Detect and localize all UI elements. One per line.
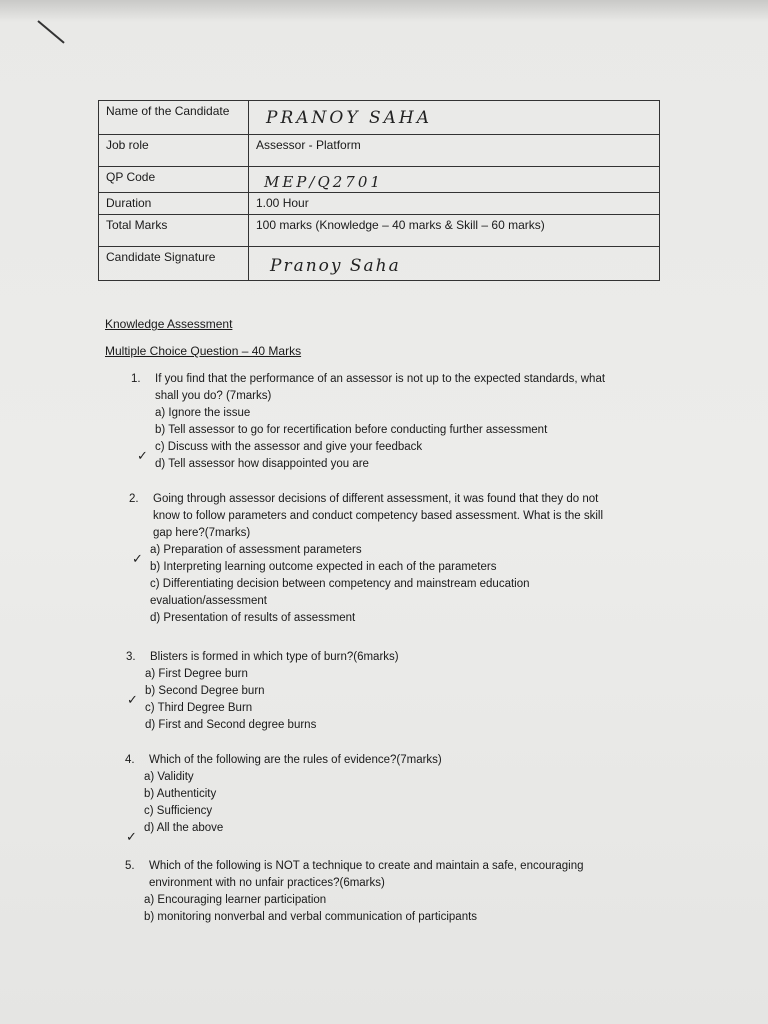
field-label: Job role <box>99 135 249 167</box>
table-row <box>99 101 660 135</box>
answer-option: b) Interpreting learning outcome expected in each of the parameters <box>150 561 497 573</box>
question-number: 3. <box>126 651 136 663</box>
field-label: Name of the Candidate <box>99 101 249 135</box>
field-label: Candidate Signature <box>99 247 249 281</box>
section-heading-mcq: Multiple Choice Question – 40 Marks <box>105 344 302 358</box>
table-row <box>99 247 660 281</box>
question-text: If you find that the performance of an assessor is not up to the expected standards, what <box>155 373 606 385</box>
answer-option: d) First and Second degree burns <box>145 719 317 731</box>
field-label: QP Code <box>99 167 249 193</box>
answer-option: a) First Degree burn <box>145 668 248 680</box>
pen-mark <box>37 20 64 43</box>
candidate-name-handwritten: PRANOY SAHA <box>249 101 660 135</box>
field-value: 100 marks (Knowledge – 40 marks & Skill – 60 marks) <box>249 215 660 247</box>
field-value: Assessor - Platform <box>249 135 660 167</box>
candidate-info-table <box>98 100 660 281</box>
answer-option: d) Tell assessor how disappointed you are <box>155 458 369 470</box>
question-text: Which of the following is NOT a technique to create and maintain a safe, encouraging <box>149 860 584 872</box>
answer-option: c) Discuss with the assessor and give your feedback <box>155 441 423 453</box>
answer-option: b) Authenticity <box>144 788 217 800</box>
section-heading-knowledge: Knowledge Assessment <box>105 317 233 331</box>
answer-option: b) monitoring nonverbal and verbal communication of participants <box>144 911 478 923</box>
question-text: gap here?(7marks) <box>153 527 251 539</box>
answer-option: d) Presentation of results of assessment <box>150 612 356 624</box>
answer-option: c) Sufficiency <box>144 805 213 817</box>
question-number: 1. <box>131 373 141 385</box>
question-5 <box>125 858 584 926</box>
question-text: environment with no unfair practices?(6marks) <box>149 877 385 889</box>
answer-option: d) All the above <box>144 822 224 834</box>
question-number: 5. <box>125 860 135 872</box>
question-number: 4. <box>125 754 135 766</box>
table-row <box>99 135 660 167</box>
answer-option: c) Third Degree Burn <box>145 702 253 714</box>
answer-option: b) Tell assessor to go for recertification before conducting further assessment <box>155 424 548 436</box>
table-row <box>99 167 660 193</box>
answer-option: evaluation/assessment <box>150 595 267 607</box>
answer-option: a) Preparation of assessment parameters <box>150 544 362 556</box>
answer-option: c) Differentiating decision between competency and mainstream education <box>150 578 530 590</box>
answer-option: a) Encouraging learner participation <box>144 894 327 906</box>
question-2 <box>129 491 603 627</box>
question-text: shall you do? (7marks) <box>155 390 272 402</box>
question-3 <box>126 649 399 734</box>
field-label: Total Marks <box>99 215 249 247</box>
question-text: Blisters is formed in which type of burn?(6marks) <box>150 651 399 663</box>
answer-option: a) Ignore the issue <box>155 407 251 419</box>
question-text: Going through assessor decisions of different assessment, it was found that they do not <box>153 493 599 505</box>
qp-code-handwritten: MEP/Q2701 <box>249 167 660 193</box>
scan-shadow <box>0 0 768 22</box>
field-value: 1.00 Hour <box>249 193 660 215</box>
table-row <box>99 215 660 247</box>
question-number: 2. <box>129 493 139 505</box>
question-4 <box>125 752 442 837</box>
question-text: know to follow parameters and conduct competency based assessment. What is the skill <box>153 510 603 522</box>
question-1 <box>131 371 606 473</box>
field-label: Duration <box>99 193 249 215</box>
table-row <box>99 193 660 215</box>
candidate-signature: Pranoy Saha <box>249 247 660 281</box>
answer-option: a) Validity <box>144 771 194 783</box>
question-text: Which of the following are the rules of evidence?(7marks) <box>149 754 442 766</box>
answer-option: b) Second Degree burn <box>145 685 265 697</box>
